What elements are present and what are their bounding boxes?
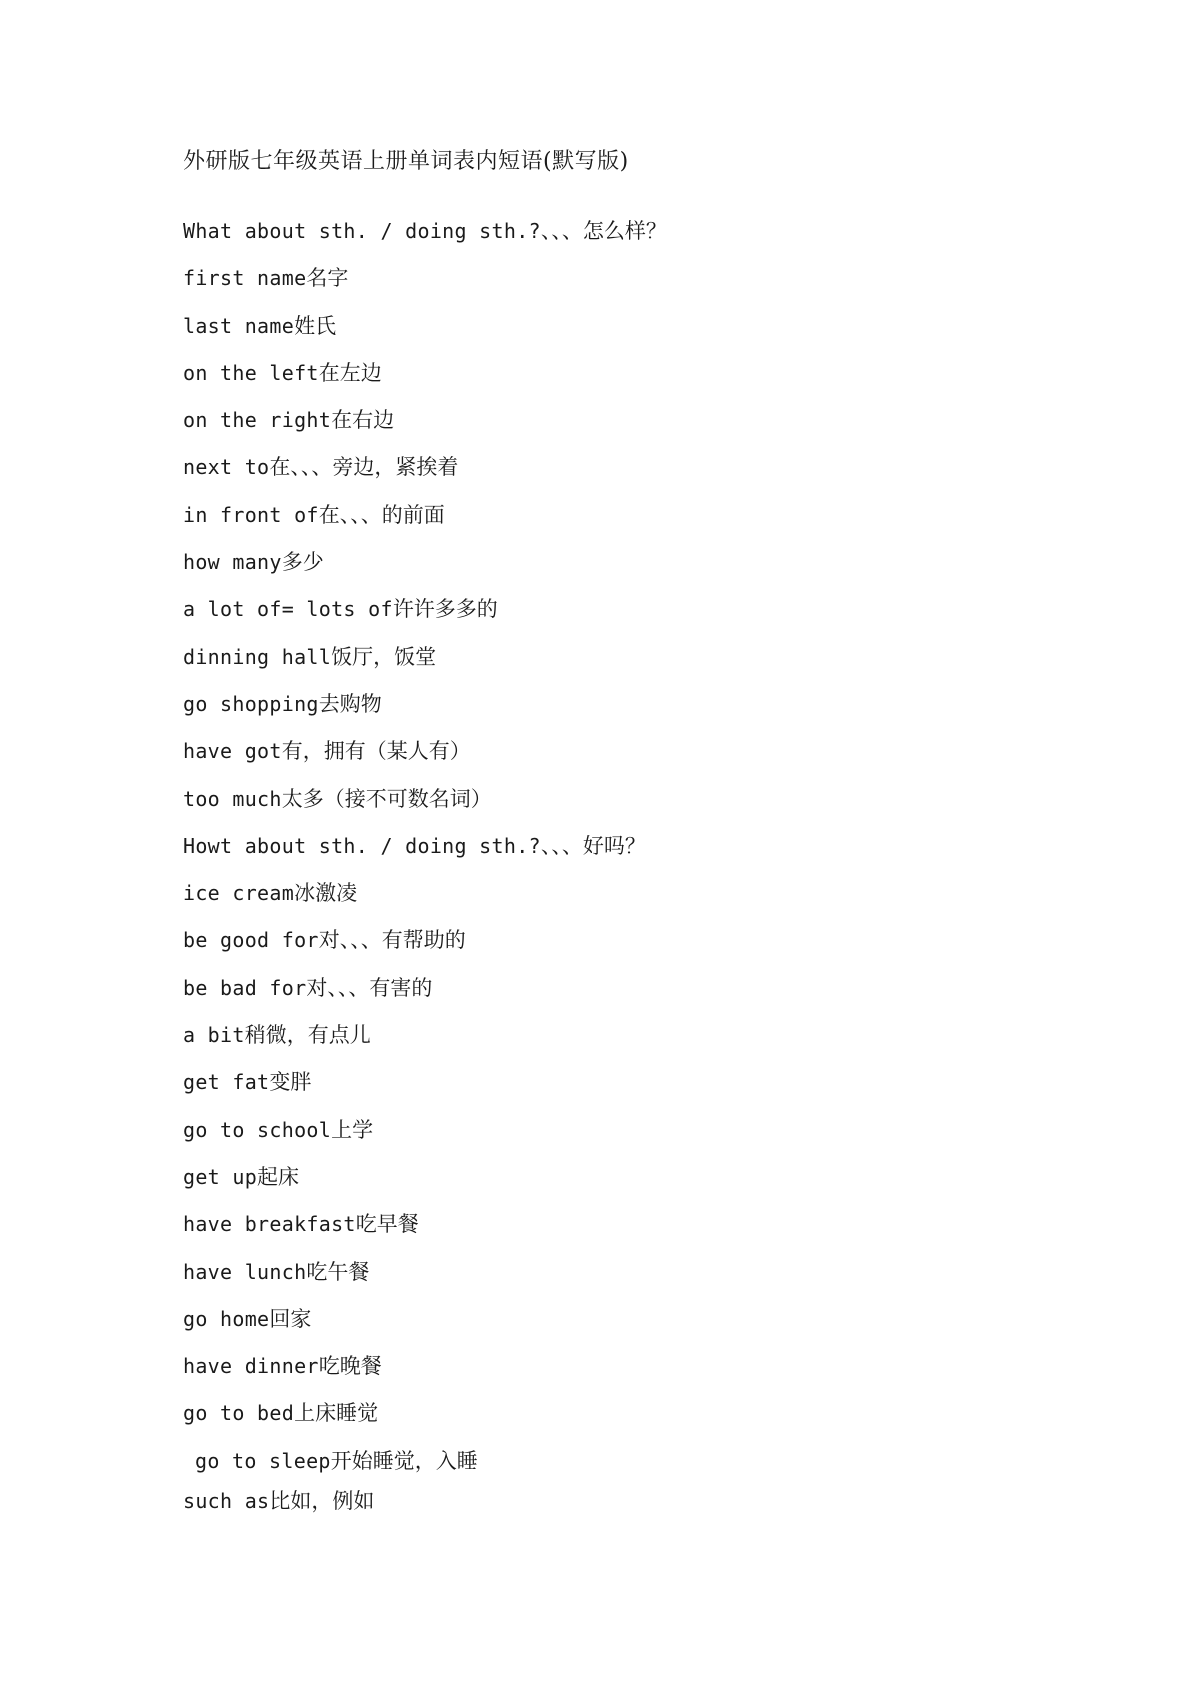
phrase-item	[183, 500, 667, 547]
phrase-chinese: 上床睡觉	[294, 1401, 379, 1426]
phrase-english: such as	[183, 1488, 270, 1513]
phrase-chinese: 冰激凌	[294, 881, 358, 906]
phrase-item	[183, 405, 667, 452]
phrase-item	[183, 216, 667, 263]
phrase-english: get up	[183, 1164, 258, 1189]
phrase-chinese: 吃晚餐	[318, 1354, 382, 1379]
phrase-chinese: 在左边	[318, 360, 382, 385]
phrase-english: how many	[183, 550, 282, 575]
phrase-item	[183, 358, 667, 405]
phrase-item	[183, 1257, 667, 1304]
phrase-item	[183, 878, 667, 925]
phrase-english: What about sth. / doing sth.?	[183, 219, 541, 243]
phrase-chinese: 起床	[257, 1164, 300, 1189]
phrase-english: on the right	[183, 408, 332, 433]
phrase-chinese: 去购物	[318, 691, 382, 716]
phrase-item	[183, 973, 667, 1020]
phrase-english: a lot of= lots of	[183, 597, 393, 622]
phrase-english: dinning hall	[183, 644, 332, 669]
phrase-english: Howt about sth. / doing sth.?	[183, 833, 541, 858]
phrase-english: in front of	[183, 502, 319, 527]
phrase-item	[183, 1486, 667, 1533]
phrase-item	[183, 594, 667, 641]
phrase-chinese: 许许多多的	[392, 597, 498, 622]
phrase-chinese: 在右边	[331, 408, 395, 433]
phrase-chinese: 变胖	[269, 1070, 312, 1095]
phrase-item	[183, 1304, 667, 1351]
phrase-item	[183, 1115, 667, 1162]
phrase-chinese: 吃早餐	[355, 1212, 419, 1237]
phrase-item	[183, 1209, 667, 1256]
document-title: 外研版七年级英语上册单词表内短语(默写版)	[183, 149, 629, 174]
phrase-item	[183, 784, 667, 831]
phrase-english: go home	[183, 1306, 270, 1331]
phrase-item	[183, 1398, 667, 1445]
phrase-chinese: 吃午餐	[306, 1259, 370, 1284]
phrase-item	[183, 452, 667, 499]
phrase-chinese: 开始睡觉，入睡	[330, 1448, 478, 1473]
phrase-item	[183, 689, 667, 736]
phrase-item	[183, 311, 667, 358]
phrase-english: next to	[183, 455, 270, 480]
phrase-english: on the left	[183, 360, 319, 385]
phrase-chinese: 上学	[331, 1117, 374, 1142]
phrase-chinese: 名字	[306, 266, 349, 291]
phrase-english: have got	[183, 739, 282, 764]
phrase-chinese: 对、、、有害的	[306, 975, 433, 1000]
phrase-chinese: 在、、、的前面	[318, 502, 445, 527]
phrase-chinese: 回家	[269, 1306, 312, 1331]
phrase-english: be good for	[183, 928, 319, 953]
phrase-item	[183, 547, 667, 594]
phrase-english: go to bed	[183, 1401, 295, 1426]
phrase-chinese: 太多（接不可数名词）	[281, 786, 492, 811]
phrase-english: go to school	[183, 1117, 332, 1142]
phrase-item	[183, 263, 667, 310]
phrase-english: get fat	[183, 1070, 270, 1095]
phrase-english: ice cream	[183, 881, 295, 906]
phrase-english: too much	[183, 786, 282, 811]
phrase-chinese: 饭厅，饭堂	[331, 644, 437, 669]
phrase-chinese: 比如，例如	[269, 1488, 375, 1513]
phrase-item	[183, 831, 667, 878]
phrase-item	[183, 925, 667, 972]
phrase-english: have dinner	[183, 1354, 319, 1379]
phrase-list	[183, 216, 667, 1533]
phrase-chinese: 、、、怎么样？	[540, 219, 667, 243]
phrase-item	[183, 642, 667, 689]
phrase-english: go to sleep	[195, 1448, 331, 1473]
phrase-item	[183, 1162, 667, 1209]
phrase-english: first name	[183, 266, 307, 291]
phrase-chinese: 多少	[281, 550, 324, 575]
phrase-item	[183, 1446, 667, 1486]
phrase-english: be bad for	[183, 975, 307, 1000]
phrase-item	[183, 1067, 667, 1114]
phrase-chinese: 有，拥有（某人有）	[281, 739, 471, 764]
phrase-item	[183, 1020, 667, 1067]
phrase-chinese: 在、、、旁边，紧挨着	[269, 455, 459, 480]
phrase-english: a bit	[183, 1023, 245, 1048]
phrase-item	[183, 1351, 667, 1398]
phrase-chinese: 对、、、有帮助的	[318, 928, 466, 953]
phrase-english: have lunch	[183, 1259, 307, 1284]
phrase-chinese: 、、、好吗？	[540, 833, 646, 858]
phrase-chinese: 姓氏	[294, 313, 337, 338]
phrase-chinese: 稍微，有点儿	[244, 1023, 371, 1048]
phrase-english: last name	[183, 313, 295, 338]
phrase-english: have breakfast	[183, 1212, 356, 1237]
phrase-english: go shopping	[183, 691, 319, 716]
phrase-item	[183, 736, 667, 783]
